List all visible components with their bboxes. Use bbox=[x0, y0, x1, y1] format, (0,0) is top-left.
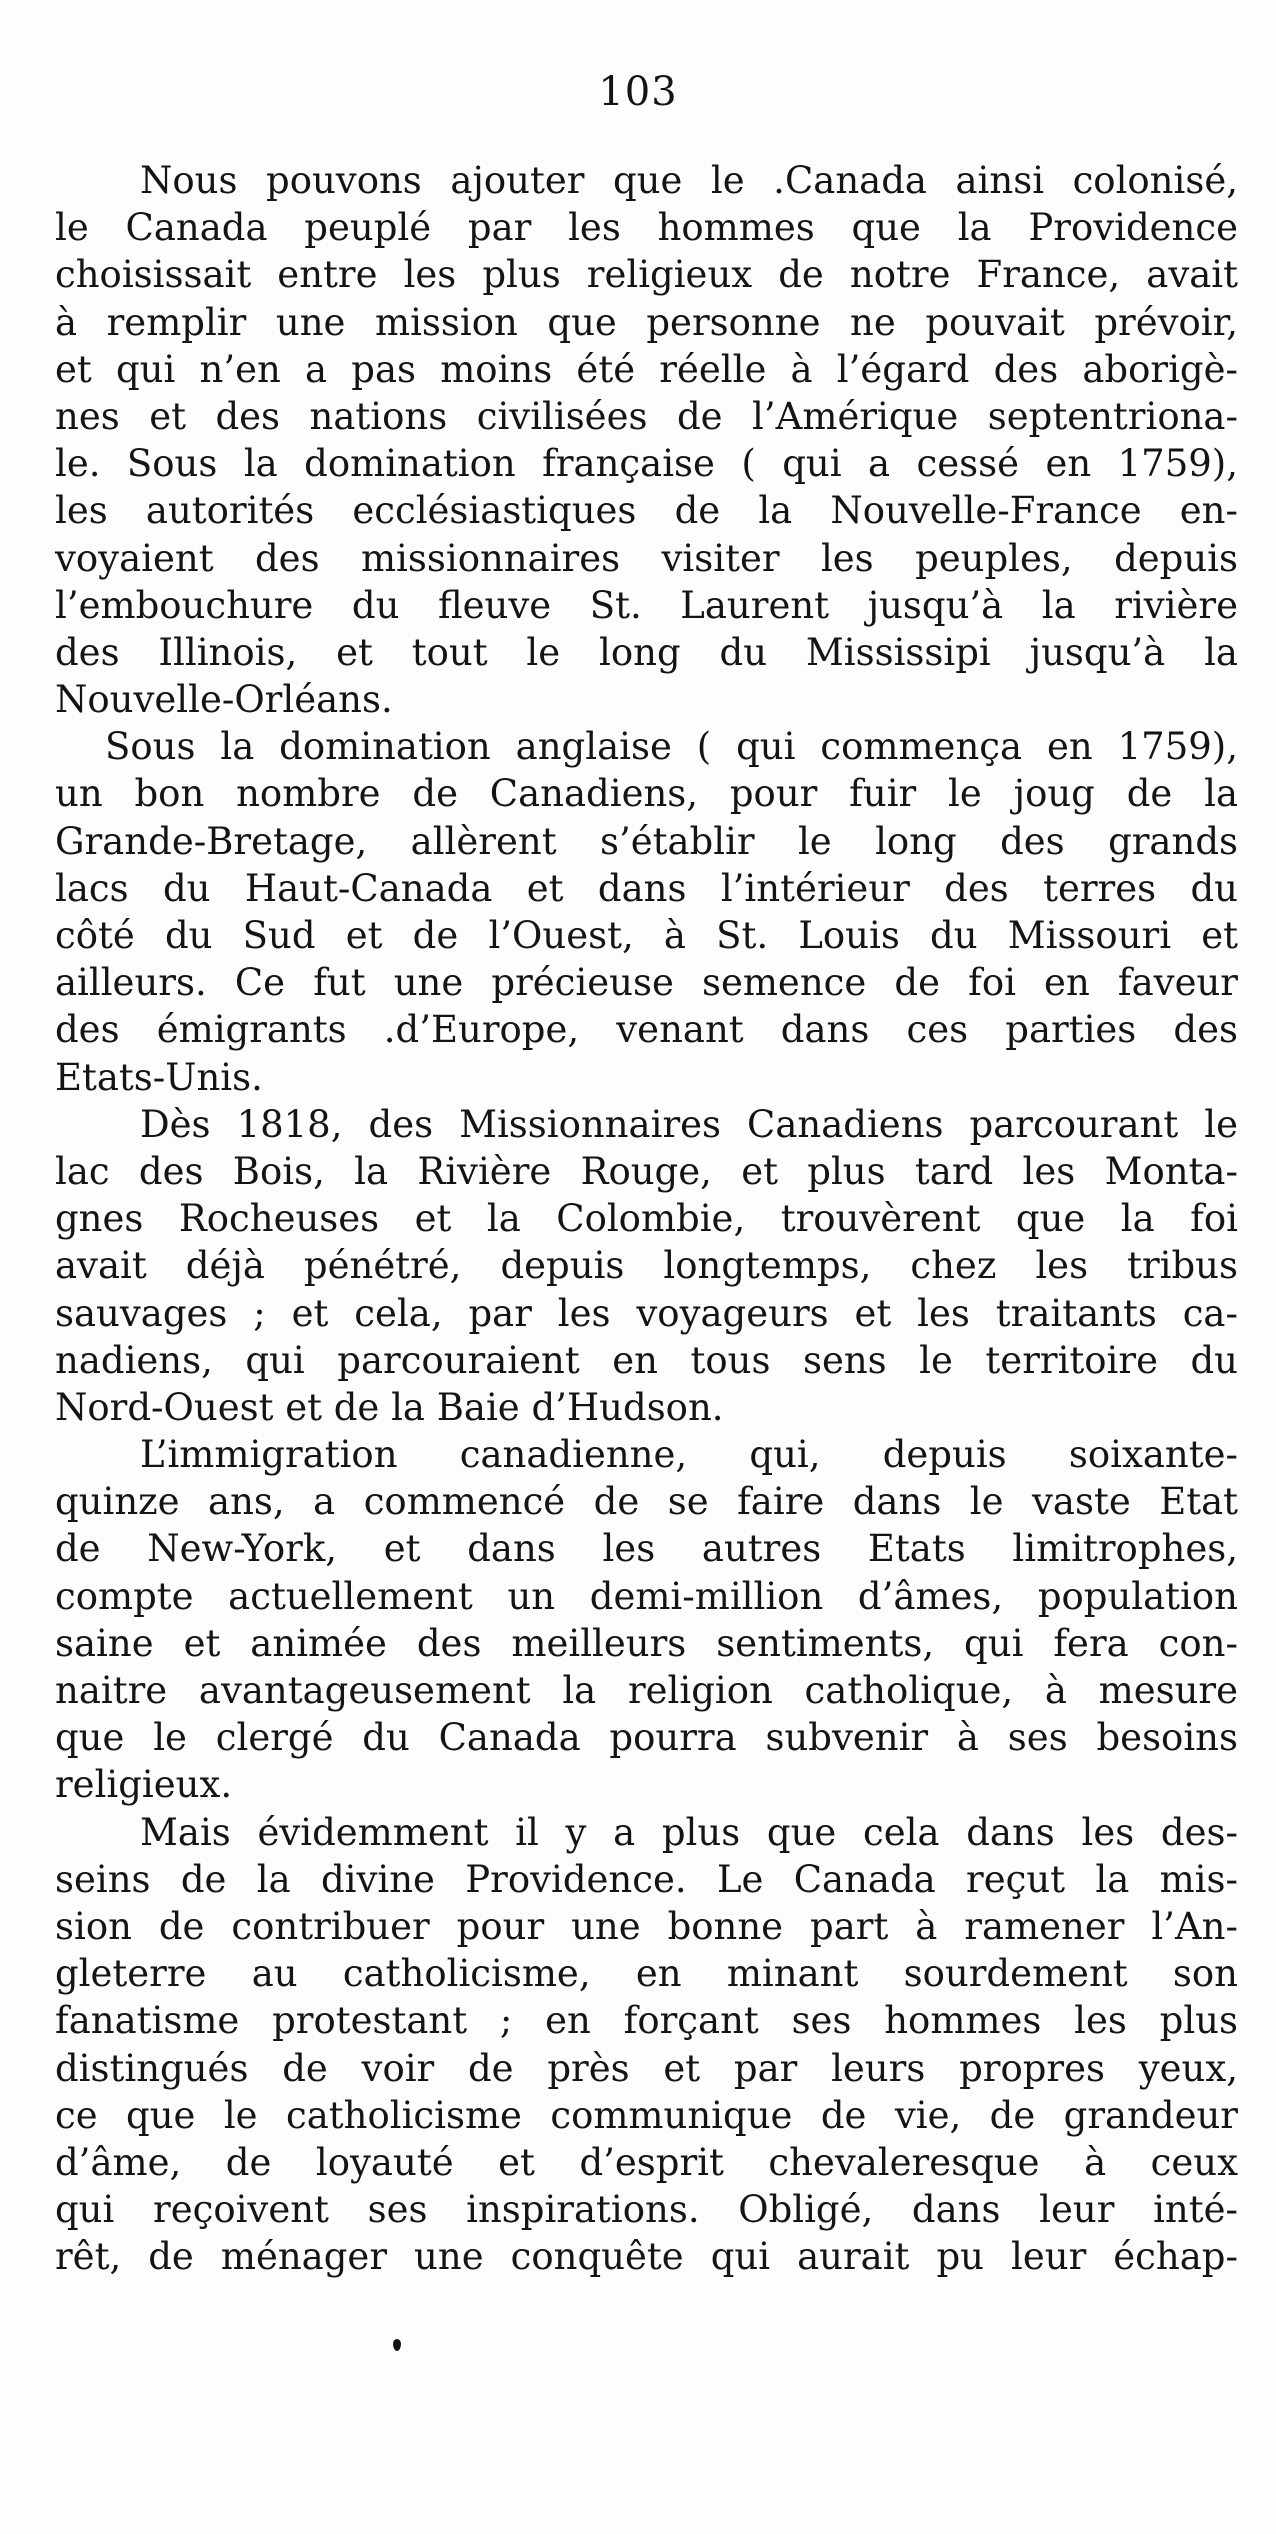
text-line: lacs du Haut-Canada et dans l’intérieur des terres du bbox=[55, 866, 1238, 910]
page-number: 103 bbox=[598, 69, 678, 115]
text-line: Sous la domination anglaise ( qui commença en 1759), bbox=[105, 725, 1238, 769]
text-line: lac des Bois, la Rivière Rouge, et plus tard les Monta- bbox=[55, 1149, 1238, 1193]
text-line: sion de contribuer pour une bonne part à ramener l’An- bbox=[55, 1904, 1238, 1948]
text-line: côté du Sud et de l’Ouest, à St. Louis du Missouri et bbox=[55, 914, 1238, 957]
text-line: des Illinois, et tout le long du Mississipi jusqu’à la bbox=[55, 630, 1238, 674]
ink-mark bbox=[393, 2339, 401, 2351]
paragraph bbox=[55, 1101, 1238, 1431]
text-line: d’âme, de loyauté et d’esprit chevaleresque à ceux bbox=[55, 2140, 1238, 2184]
text-line: le Canada peuplé par les hommes que la Providence bbox=[55, 206, 1238, 250]
text-line: nes et des nations civilisées de l’Amérique septentriona- bbox=[55, 394, 1238, 438]
text-line: compte actuellement un demi-million d’âmes, population bbox=[55, 1574, 1238, 1618]
text-line: des émigrants .d’Europe, venant dans ces parties des bbox=[55, 1008, 1238, 1052]
text-line: Grande-Bretage, allèrent s’établir le long des grands bbox=[55, 819, 1238, 863]
text-line: de New-York, et dans les autres Etats limitrophes, bbox=[55, 1527, 1238, 1571]
text-line: nadiens, qui parcouraient en tous sens le territoire du bbox=[55, 1338, 1238, 1382]
text-line: que le clergé du Canada pourra subvenir à ses besoins bbox=[55, 1716, 1238, 1760]
text-line: un bon nombre de Canadiens, pour fuir le joug de la bbox=[55, 772, 1238, 816]
text-line: distingués de voir de près et par leurs propres yeux, bbox=[55, 2046, 1238, 2090]
text-line: saine et animée des meilleurs sentiments, qui fera con- bbox=[55, 1621, 1238, 1665]
text-line: ce que le catholicisme communique de vie, de grandeur bbox=[55, 2093, 1238, 2137]
text-line: Nous pouvons ajouter que le .Canada ainsi colonisé, bbox=[140, 159, 1238, 202]
text-line: gnes Rocheuses et la Colombie, trouvèrent que la foi bbox=[55, 1197, 1238, 1241]
text-line: voyaient des missionnaires visiter les peuples, depuis bbox=[55, 536, 1238, 580]
text-line: sauvages ; et cela, par les voyageurs et les traitants ca- bbox=[55, 1291, 1238, 1335]
text-line: Mais évidemment il y a plus que cela dans les des- bbox=[140, 1810, 1238, 1854]
paragraph bbox=[55, 723, 1238, 1101]
body-text bbox=[55, 157, 1238, 2280]
text-line: ailleurs. Ce fut une précieuse semence de foi en faveur bbox=[55, 961, 1238, 1005]
text-line: fanatisme protestant ; en forçant ses hommes les plus bbox=[55, 1999, 1238, 2043]
paragraph bbox=[55, 1809, 1238, 2281]
text-line: Etats-Unis. bbox=[55, 1055, 263, 1099]
text-line: naitre avantageusement la religion catholique, à mesure bbox=[55, 1669, 1238, 1712]
text-line: le. Sous la domination française ( qui a cessé en 1759), bbox=[55, 442, 1238, 486]
text-line: Dès 1818, des Missionnaires Canadiens parcourant le bbox=[140, 1102, 1238, 1146]
text-line: gleterre au catholicisme, en minant sourdement son bbox=[55, 1952, 1238, 1996]
text-line: l’embouchure du fleuve St. Laurent jusqu’à la rivière bbox=[55, 583, 1238, 627]
text-line: Nouvelle-Orléans. bbox=[55, 678, 393, 722]
text-line: seins de la divine Providence. Le Canada reçut la mis- bbox=[55, 1857, 1238, 1901]
text-line: rêt, de ménager une conquête qui aurait pu leur échap- bbox=[55, 2235, 1238, 2279]
text-line: avait déjà pénétré, depuis longtemps, chez les tribus bbox=[55, 1244, 1238, 1288]
paragraph bbox=[55, 1431, 1238, 1809]
text-line: L’immigration canadienne, qui, depuis soixante- bbox=[140, 1433, 1238, 1477]
text-line: choisissait entre les plus religieux de notre France, avait bbox=[55, 253, 1238, 297]
text-line: et qui n’en a pas moins été réelle à l’égard des aborigè- bbox=[55, 347, 1238, 391]
text-line: qui reçoivent ses inspirations. Obligé, dans leur inté- bbox=[55, 2188, 1238, 2232]
text-line: Nord-Ouest et de la Baie d’Hudson. bbox=[55, 1385, 724, 1429]
text-line: quinze ans, a commencé de se faire dans le vaste Etat bbox=[55, 1480, 1238, 1524]
text-line: à remplir une mission que personne ne pouvait prévoir, bbox=[55, 300, 1238, 344]
paragraph bbox=[55, 157, 1238, 723]
text-line: les autorités ecclésiastiques de la Nouvelle-France en- bbox=[55, 489, 1238, 533]
text-line: religieux. bbox=[55, 1763, 233, 1807]
